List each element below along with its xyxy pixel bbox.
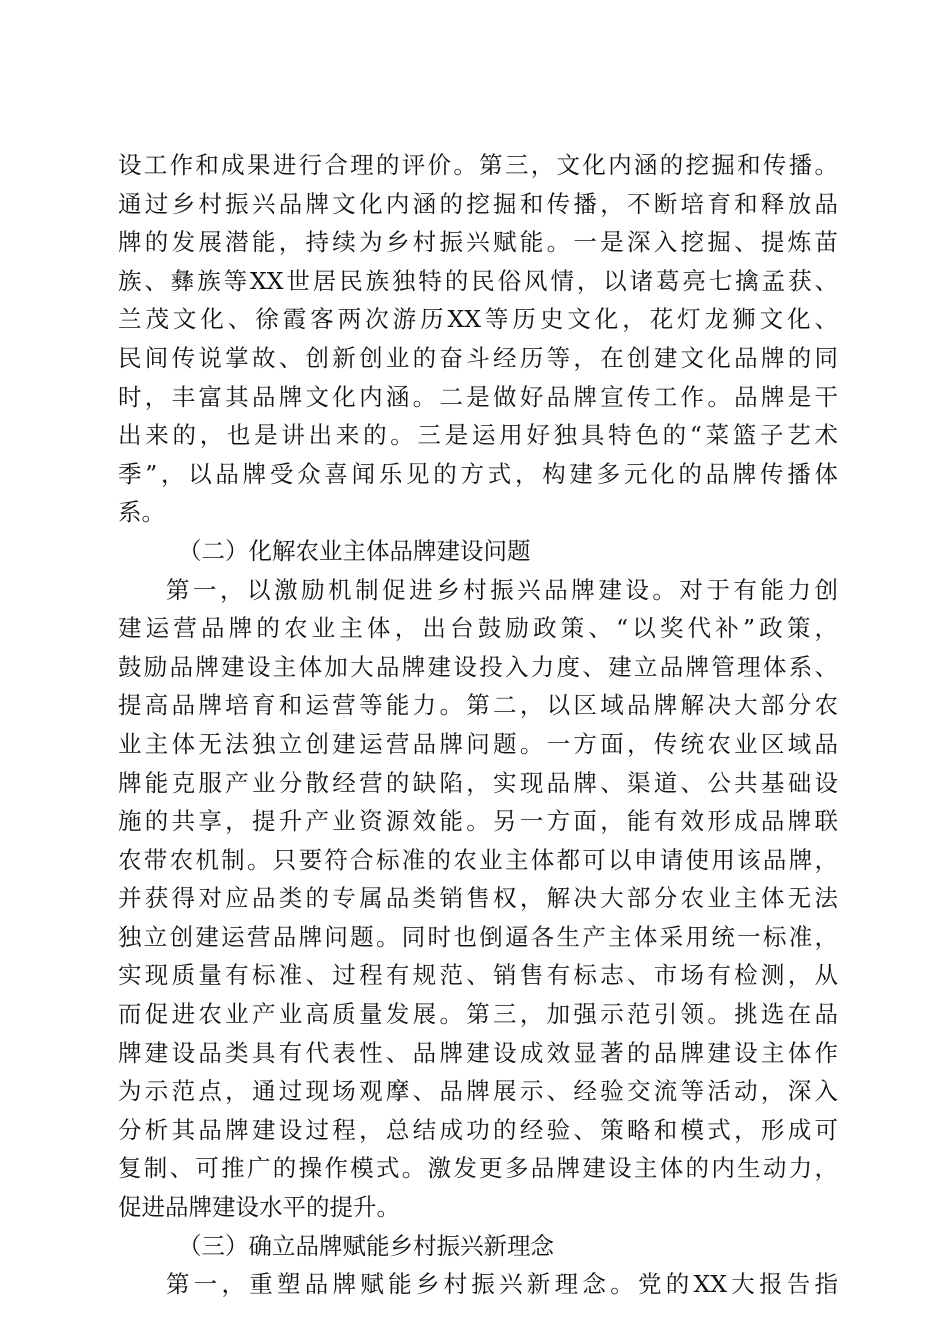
text-line: 建运营品牌的农业主体，出台鼓励政策、“以奖代补”政策， — [118, 614, 838, 643]
text-line: 牌建设品类具有代表性、品牌建设成效显著的品牌建设主体作 — [118, 1038, 838, 1067]
text-line: 施的共享，提升产业资源效能。另一方面，能有效形成品牌联 — [118, 807, 838, 836]
text-line: 出来的，也是讲出来的。三是运用好独具特色的“菜篮子艺术 — [118, 421, 838, 450]
section-heading: （二）化解农业主体品牌建设问题 — [178, 536, 531, 565]
text-line: 鼓励品牌建设主体加大品牌建设投入力度、建立品牌管理体系、 — [118, 652, 838, 681]
text-line: 而促进农业产业高质量发展。第三，加强示范引领。挑选在品 — [118, 1000, 838, 1029]
text-line: 复制、可推广的操作模式。激发更多品牌建设主体的内生动力， — [118, 1154, 838, 1183]
text-line: 牌能克服产业分散经营的缺陷，实现品牌、渠道、公共基础设 — [118, 768, 838, 797]
text-line: 并获得对应品类的专属品类销售权，解决大部分农业主体无法 — [118, 884, 838, 913]
text-line: 独立创建运营品牌问题。同时也倒逼各生产主体采用统一标准， — [118, 922, 838, 951]
text-line: 族、彝族等XX世居民族独特的民俗风情，以诸葛亮七擒孟获、 — [118, 266, 838, 295]
text-line: 业主体无法独立创建运营品牌问题。一方面，传统农业区域品 — [118, 729, 838, 758]
section-heading: （三）确立品牌赋能乡村振兴新理念 — [178, 1231, 554, 1260]
text-line: 实现质量有标准、过程有规范、销售有标志、市场有检测，从 — [118, 961, 838, 990]
text-line: 季”，以品牌受众喜闻乐见的方式，构建多元化的品牌传播体 — [118, 459, 838, 488]
text-line: 提高品牌培育和运营等能力。第二，以区域品牌解决大部分农 — [118, 691, 838, 720]
text-line: 农带农机制。只要符合标准的农业主体都可以申请使用该品牌， — [118, 845, 838, 874]
text-line: 时，丰富其品牌文化内涵。二是做好品牌宣传工作。品牌是干 — [118, 382, 838, 411]
text-line: 分析其品牌建设过程，总结成功的经验、策略和模式，形成可 — [118, 1115, 838, 1144]
text-line: 民间传说掌故、创新创业的奋斗经历等，在创建文化品牌的同 — [118, 343, 838, 372]
text-line: 通过乡村振兴品牌文化内涵的挖掘和传播，不断培育和释放品 — [118, 189, 838, 218]
text-line: 第一，以激励机制促进乡村振兴品牌建设。对于有能力创 — [166, 575, 838, 604]
text-line: 兰茂文化、徐霞客两次游历XX等历史文化，花灯龙狮文化、 — [118, 305, 838, 334]
text-line: 促进品牌建设水平的提升。 — [118, 1193, 400, 1222]
document-body — [118, 146, 838, 1304]
text-line: 第一，重塑品牌赋能乡村振兴新理念。党的XX大报告指 — [166, 1270, 838, 1299]
text-line: 牌的发展潜能，持续为乡村振兴赋能。一是深入挖掘、提炼苗 — [118, 228, 838, 257]
text-line: 设工作和成果进行合理的评价。第三，文化内涵的挖掘和传播。 — [118, 151, 838, 179]
text-line: 系。 — [118, 498, 165, 527]
text-line: 为示范点，通过现场观摩、品牌展示、经验交流等活动，深入 — [118, 1077, 838, 1106]
